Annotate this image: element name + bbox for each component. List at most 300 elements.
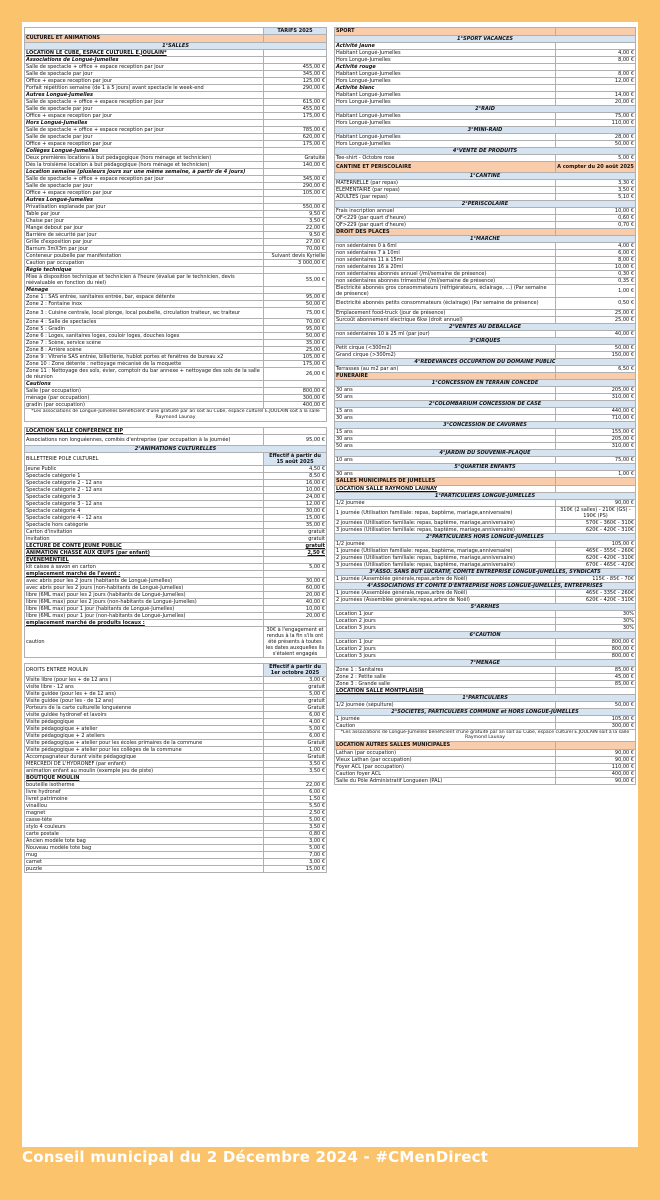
item-label: Location 1 jour — [335, 610, 556, 617]
price-cell: Effectif à partir du 1er octobre 2025 — [264, 664, 327, 677]
price-cell: 50,00 € — [264, 300, 327, 307]
item-label: Salle (par occupation) — [25, 388, 264, 395]
item-label: Habitant Longué-Jumelles — [335, 49, 556, 56]
tariff-row — [335, 777, 636, 784]
tariff-row — [25, 326, 327, 333]
tariff-row — [335, 278, 636, 285]
item-label: Associations de Longué-Jumelles — [25, 56, 264, 63]
item-label: Porteurs de la carte culturelle longuéenne — [25, 705, 264, 712]
price-cell — [556, 478, 636, 486]
tariff-row — [335, 450, 636, 457]
tariff-row — [335, 98, 636, 105]
item-label: Spectacle catégorie 4 — [25, 508, 264, 515]
right-column — [334, 27, 636, 785]
item-label: LOCATION SALLE CONFERENCE EIP — [25, 427, 264, 434]
section-label: 2°RAID — [335, 105, 636, 112]
item-label: Spectacle hors catégorie — [25, 522, 264, 529]
item-label: Electricité abonnés petits consommateurs (éclairage) (Par semaine de présence) — [335, 298, 556, 310]
item-label: Location 3 jours — [335, 624, 556, 631]
tariff-row — [25, 859, 327, 866]
item-label: ANIMATION CHASSE AUX ŒUFS (par enfant) — [25, 550, 264, 557]
tariff-row — [335, 708, 636, 715]
price-cell: 30% — [556, 617, 636, 624]
item-label: animation enfant au moulin (exemple jeu de piste) — [25, 768, 264, 775]
tariff-row — [25, 599, 327, 606]
tariff-row — [335, 659, 636, 666]
tariff-row — [25, 831, 327, 838]
price-cell: 45,00 € — [556, 673, 636, 680]
price-cell: 10,00 € — [556, 207, 636, 214]
tariff-row — [25, 684, 327, 691]
price-cell: gratuit — [264, 698, 327, 705]
item-label: Salle de spectacle par jour — [25, 105, 264, 112]
item-label: 1 journée — [335, 715, 556, 722]
price-cell: 20,00 € — [264, 592, 327, 599]
tariff-row — [335, 372, 636, 380]
tariff-row — [25, 473, 327, 480]
price-cell: 10,00 € — [264, 606, 327, 613]
item-label: Visite pédagogique + atelier pour les écoles primaires de la commune — [25, 740, 264, 747]
tariff-row — [335, 236, 636, 243]
price-cell: 5,00 € — [264, 564, 327, 571]
price-cell: 14,00 € — [556, 91, 636, 98]
price-cell: 1,00 € — [264, 747, 327, 754]
tariff-row — [25, 381, 327, 388]
tariff-row — [25, 754, 327, 761]
price-cell: 28,00 € — [556, 133, 636, 140]
tariff-row — [335, 193, 636, 200]
item-label: BILLETTERIE POLE CULTUREL — [25, 453, 264, 466]
price-cell: 105,00 € — [556, 540, 636, 547]
price-cell — [556, 42, 636, 49]
item-label: Electricité abonnés gros consommateurs (réfrigérateurs, éclairage, ...) (Par semaine de présence) — [335, 285, 556, 298]
item-label: Frais inscription annuel — [335, 207, 556, 214]
tariff-row — [25, 340, 327, 347]
tariff-row — [25, 761, 327, 768]
tariff-row — [25, 824, 327, 831]
price-cell: 800,00 € — [264, 388, 327, 395]
price-cell: 8,00 € — [556, 257, 636, 264]
tariff-row — [335, 49, 636, 56]
section-label: 7°MENAGE — [335, 659, 636, 666]
tariff-row — [335, 582, 636, 589]
tariff-row — [335, 105, 636, 112]
item-label: 1 journée (Utilisation familiale: repas, baptême, mariage,anniversaire) — [335, 506, 556, 519]
tariff-row — [25, 453, 327, 466]
item-label: Foyer ACL (par occupation) — [335, 763, 556, 770]
price-cell: 6,00 € — [264, 789, 327, 796]
tariff-row — [335, 42, 636, 49]
item-label: Spectacle catégorie 3 - 12 ans — [25, 501, 264, 508]
price-cell: 310,00 € — [556, 443, 636, 450]
price-cell: 455,00 € — [264, 105, 327, 112]
item-label: 3 journées (Utilisation familiale: repas, baptême, mariage,anniversaire) — [335, 526, 556, 533]
item-label: 30 ans — [335, 471, 556, 478]
tariff-row — [335, 344, 636, 351]
price-cell: 310€ (2 salles) - 210€ (GS) - 190€ (PS) — [556, 506, 636, 519]
price-cell: 15,00 € — [264, 866, 327, 873]
tariff-row — [25, 319, 327, 326]
item-label: libre (6ML max) pour les 2 jours (non-habitants de Longué-Jumelles) — [25, 599, 264, 606]
section-label: 2°PARTICULIERS HORS LONGUE-JUMELLES — [335, 533, 636, 540]
price-cell: 3,50 € — [264, 768, 327, 775]
section-label: 1°PARTICULIERS LONGUE-JUMELLES — [335, 492, 636, 499]
tariff-row — [25, 388, 327, 395]
item-label: Office + espace reception par jour — [25, 112, 264, 119]
item-label: Salle de spectacle par jour — [25, 133, 264, 140]
tariff-row — [335, 666, 636, 673]
tariff-row — [25, 203, 327, 210]
tariff-row — [25, 529, 327, 536]
tariff-row — [335, 638, 636, 645]
item-label: Visite pédagogique — [25, 719, 264, 726]
tariff-row — [335, 298, 636, 310]
tariff-row — [335, 179, 636, 186]
section-label: 6°CAUTION — [335, 631, 636, 638]
price-cell: 60,00 € — [264, 585, 327, 592]
item-label: livret patrimoine — [25, 796, 264, 803]
tariff-row — [335, 126, 636, 133]
item-label: Visite guidée (pour les + de 12 ans) — [25, 691, 264, 698]
tariff-row — [335, 207, 636, 214]
item-label: Zone 1 : SAS entrée, sanitaires entrée, bar, espace détente — [25, 293, 264, 300]
price-cell: 455,00 € — [264, 63, 327, 70]
price-cell: gratuit — [264, 529, 327, 536]
tariff-row — [25, 266, 327, 273]
tariff-row — [25, 168, 327, 175]
tariff-row — [25, 196, 327, 203]
tariff-row — [335, 443, 636, 450]
price-cell: 25,00 € — [556, 316, 636, 323]
tariff-row — [335, 337, 636, 344]
tariff-row — [25, 238, 327, 245]
item-label: Hors Longué-Jumelles — [335, 56, 556, 63]
item-label: Surcoût abonnement électrique 6kw (droit annuel) — [335, 316, 556, 323]
price-cell: gratuit — [264, 543, 327, 550]
item-label: Spectacle catégorie 1 — [25, 473, 264, 480]
tariff-row — [25, 733, 327, 740]
item-label: CULTUREL ET ANIMATIONS — [25, 35, 264, 43]
price-cell — [264, 381, 327, 388]
price-cell: 50,00 € — [556, 140, 636, 147]
price-cell: 8,50 € — [264, 473, 327, 480]
price-cell: 22,00 € — [264, 782, 327, 789]
price-cell: Suivant devis Kyrielle — [264, 252, 327, 259]
tariff-row — [335, 119, 636, 126]
tariff-row — [335, 243, 636, 250]
price-cell — [264, 49, 327, 56]
tariff-row — [335, 408, 636, 415]
section-label: 1°SPORT VACANCES — [335, 35, 636, 42]
tariff-row — [25, 494, 327, 501]
item-label: Caution — [335, 722, 556, 729]
section-label: 5°ARRHES — [335, 603, 636, 610]
price-cell: 440,00 € — [556, 408, 636, 415]
tariff-row — [25, 35, 327, 43]
tariff-row — [25, 838, 327, 845]
item-label: ADULTES (par repas) — [335, 193, 556, 200]
price-cell: 290,00 € — [264, 182, 327, 189]
item-label: SALLES MUNICIPALES DE JUMELLES — [335, 478, 556, 486]
tariff-row — [335, 429, 636, 436]
section-label: 1°CONCESSION EN TERRAIN CONCEDE — [335, 380, 636, 387]
tariff-row — [25, 273, 327, 286]
price-cell: 0,30 € — [556, 271, 636, 278]
price-cell: 1,00 € — [556, 471, 636, 478]
item-label: Spectacle catégorie 2 - 12 ans — [25, 480, 264, 487]
tariff-row — [25, 664, 327, 677]
tariff-row — [25, 119, 327, 126]
tariff-row — [25, 550, 327, 557]
item-label: 1/2 journée — [335, 540, 556, 547]
item-label: Office + espace reception par jour — [25, 140, 264, 147]
section-label: 4°VENTE DE PRODUITS — [335, 147, 636, 154]
tariff-row — [25, 789, 327, 796]
price-cell: 615,00 € — [264, 98, 327, 105]
item-label: emplacement marché de produits locaux : — [25, 620, 264, 627]
tariff-row — [25, 698, 327, 705]
tariff-row — [25, 175, 327, 182]
tariff-row — [25, 522, 327, 529]
item-label: Salle de spectacle + office + espace reception par jour — [25, 175, 264, 182]
price-cell: 8,00 € — [556, 56, 636, 63]
price-cell: 6,00 € — [264, 712, 327, 719]
tariff-row — [25, 501, 327, 508]
tariff-table-culture — [24, 27, 327, 873]
price-cell: 30% — [556, 610, 636, 617]
price-cell: 3,00 € — [264, 677, 327, 684]
price-cell: 5,00 € — [264, 726, 327, 733]
price-cell: 7,00 € — [264, 852, 327, 859]
price-cell: 12,00 € — [264, 501, 327, 508]
price-cell: 4,00 € — [264, 719, 327, 726]
item-label: Salle de spectacle par jour — [25, 70, 264, 77]
price-cell: 20,00 € — [556, 98, 636, 105]
item-label: Dès la troisième location à but pédagogique (hors ménage et technicien) — [25, 161, 264, 168]
section-label: 4°REDEVANCES OCCUPATION DU DOMAINE PUBLIC — [335, 358, 636, 365]
item-label: Chaise par jour — [25, 217, 264, 224]
tariff-row — [25, 402, 327, 409]
tariff-row — [335, 133, 636, 140]
tariff-row — [335, 77, 636, 84]
price-cell: 12,00 € — [556, 77, 636, 84]
price-cell: 465€ - 335€ - 260€ — [556, 589, 636, 596]
item-label: Habitant Longué-Jumelles — [335, 91, 556, 98]
tariff-row — [25, 691, 327, 698]
item-label: stylo 4 couleurs — [25, 824, 264, 831]
tariff-row — [25, 578, 327, 585]
price-cell: 50,00 € — [556, 701, 636, 708]
item-label: 1/2 journée — [335, 499, 556, 506]
price-cell: 75,00 € — [556, 112, 636, 119]
tariff-row — [25, 56, 327, 63]
price-cell: 90,00 € — [556, 749, 636, 756]
tariff-row — [335, 680, 636, 687]
item-label: Salle de spectacle + office + espace reception par jour — [25, 98, 264, 105]
tariff-row — [335, 457, 636, 464]
price-cell: 3 000,00 € — [264, 259, 327, 266]
item-label: Ménage — [25, 286, 264, 293]
price-cell: 40,00 € — [264, 599, 327, 606]
tariff-row — [335, 749, 636, 756]
price-cell: 6,00 € — [556, 250, 636, 257]
item-label: Location 2 jours — [335, 645, 556, 652]
item-label: avec abris pour les 2 jours (non-habitants de Longué-Jumelles) — [25, 585, 264, 592]
tariff-row — [335, 387, 636, 394]
tariff-row — [25, 161, 327, 168]
price-cell: 3,50 € — [264, 824, 327, 831]
tariff-row — [25, 627, 327, 658]
item-label: carnet — [25, 859, 264, 866]
tariff-row — [335, 770, 636, 777]
item-label: 3 journées (Utilisation familiale: repas, baptême, mariage,anniversaire) — [335, 561, 556, 568]
item-label: carte postale — [25, 831, 264, 838]
price-cell — [264, 286, 327, 293]
item-label: EVENEMENTIEL — [25, 557, 264, 564]
tariff-row — [335, 533, 636, 540]
price-cell: A compter du 20 août 2025 — [556, 161, 636, 172]
price-cell: 30,00 € — [264, 578, 327, 585]
tariff-row — [335, 436, 636, 443]
item-label: Barnum 3mX3m par jour — [25, 245, 264, 252]
tariff-row — [335, 264, 636, 271]
tariff-row — [25, 852, 327, 859]
item-label: avec abris pour les 2 jours (habitants de Longué-Jumelles) — [25, 578, 264, 585]
tariff-row — [335, 694, 636, 701]
item-label: 1 journée (Assemblée générale,repas,arbre de Noël) — [335, 589, 556, 596]
price-cell: 50,00 € — [556, 344, 636, 351]
price-cell: 800,00 € — [556, 645, 636, 652]
section-label: 5°QUARTIER ENFANTS — [335, 464, 636, 471]
tariff-row — [335, 200, 636, 207]
price-cell: 90,00 € — [556, 499, 636, 506]
tariff-row — [335, 63, 636, 70]
price-cell: 175,00 € — [264, 112, 327, 119]
price-cell: 110,00 € — [556, 119, 636, 126]
price-cell: 800,00 € — [556, 638, 636, 645]
item-label: Régie technique — [25, 266, 264, 273]
price-cell: 205,00 € — [556, 387, 636, 394]
price-cell — [264, 427, 327, 434]
tariff-row — [335, 422, 636, 429]
tariff-row — [335, 568, 636, 575]
price-cell: 25,00 € — [556, 309, 636, 316]
tariff-row — [335, 763, 636, 770]
item-label — [25, 28, 264, 35]
tariff-row — [25, 466, 327, 473]
tariff-row — [335, 380, 636, 387]
price-cell: 0,70 € — [556, 221, 636, 228]
tariff-row — [25, 508, 327, 515]
price-cell: 55,00 € — [264, 273, 327, 286]
tariff-row — [25, 427, 327, 434]
item-label: Visite guidée (pour les - de 12 ans) — [25, 698, 264, 705]
tariff-row — [335, 519, 636, 526]
tariff-row — [25, 91, 327, 98]
item-label: libre (6ML max) pour 1 jour (habitants de Longué-Jumelles) — [25, 606, 264, 613]
price-cell: 800,00 € — [556, 652, 636, 659]
item-label: MERCREDI DE L'HYDRONEF (par enfant) — [25, 761, 264, 768]
section-label: 3°CIRQUES — [335, 337, 636, 344]
tariff-row — [25, 866, 327, 873]
tariff-row — [335, 645, 636, 652]
tariff-row — [25, 293, 327, 300]
price-cell: 5,00 € — [264, 845, 327, 852]
item-label: Grand cirque (>300m2) — [335, 351, 556, 358]
price-cell: 620,00 € — [264, 133, 327, 140]
item-label: visite guidée hydronef et lavoirs — [25, 712, 264, 719]
price-cell — [556, 84, 636, 91]
tariff-row — [335, 358, 636, 365]
price-cell: 25,00 € — [264, 347, 327, 354]
tariff-row — [25, 77, 327, 84]
item-label: Visite pédagogique + atelier — [25, 726, 264, 733]
price-cell: 10,00 € — [556, 264, 636, 271]
price-cell: 10,00 € — [264, 487, 327, 494]
price-cell: 9,50 € — [264, 210, 327, 217]
item-label: Office + espace reception par jour — [25, 77, 264, 84]
item-label: livre hydronef — [25, 789, 264, 796]
price-cell: 620€ - 420€ - 310€ — [556, 526, 636, 533]
tariff-row — [335, 631, 636, 638]
item-label: Activité blanc — [335, 84, 556, 91]
item-label: invitation — [25, 536, 264, 543]
tariff-row — [335, 478, 636, 486]
tariff-row — [335, 140, 636, 147]
section-label: 2°VENTES AU DEBALLAGE — [335, 323, 636, 330]
tariff-row — [25, 705, 327, 712]
price-cell: 785,00 € — [264, 126, 327, 133]
item-label: Spectacle catégorie 3 — [25, 494, 264, 501]
price-cell — [264, 266, 327, 273]
tariff-row — [25, 620, 327, 627]
price-cell: 290,00 € — [264, 84, 327, 91]
item-label: Caution par occupation — [25, 259, 264, 266]
tariff-row — [25, 726, 327, 733]
item-label: Zone 5 : Gradin — [25, 326, 264, 333]
tariff-row — [335, 228, 636, 236]
price-cell — [556, 742, 636, 750]
item-label: Privatisation esplanade par jour — [25, 203, 264, 210]
tariff-row — [25, 347, 327, 354]
item-label: QF>229 (par quart d'heure) — [335, 221, 556, 228]
price-cell: 2,50 € — [264, 810, 327, 817]
tariff-row — [335, 596, 636, 603]
tariff-row — [335, 589, 636, 596]
item-label: Visite libre (pour les + de 12 ans ) — [25, 677, 264, 684]
item-label: Habitant Longué-Jumelles — [335, 133, 556, 140]
item-label: Activité rouge — [335, 63, 556, 70]
item-label: Activité jaune — [335, 42, 556, 49]
item-label: Caution foyer ACL — [335, 770, 556, 777]
section-label: 2°PERISCOLAIRE — [335, 200, 636, 207]
tariff-row — [25, 354, 327, 361]
tariff-row — [335, 464, 636, 471]
item-label: Emplacement food-truck (jour de présence) — [335, 309, 556, 316]
item-label: 2 journées (Assemblée générale,repas,arbre de Noël) — [335, 596, 556, 603]
item-label: Salle de spectacle + office + espace reception par jour — [25, 63, 264, 70]
item-label: Barrière de sécurité par jour — [25, 231, 264, 238]
tariff-row — [25, 286, 327, 293]
tariff-row — [25, 154, 327, 161]
price-cell: 115€ - 85€ - 70€ — [556, 575, 636, 582]
item-label: Carton d'invitation — [25, 529, 264, 536]
item-label: Habitant Longué-Jumelles — [335, 112, 556, 119]
tariff-row — [335, 485, 636, 492]
tariff-row — [335, 687, 636, 694]
tariff-row — [25, 259, 327, 266]
tariff-row — [25, 333, 327, 340]
